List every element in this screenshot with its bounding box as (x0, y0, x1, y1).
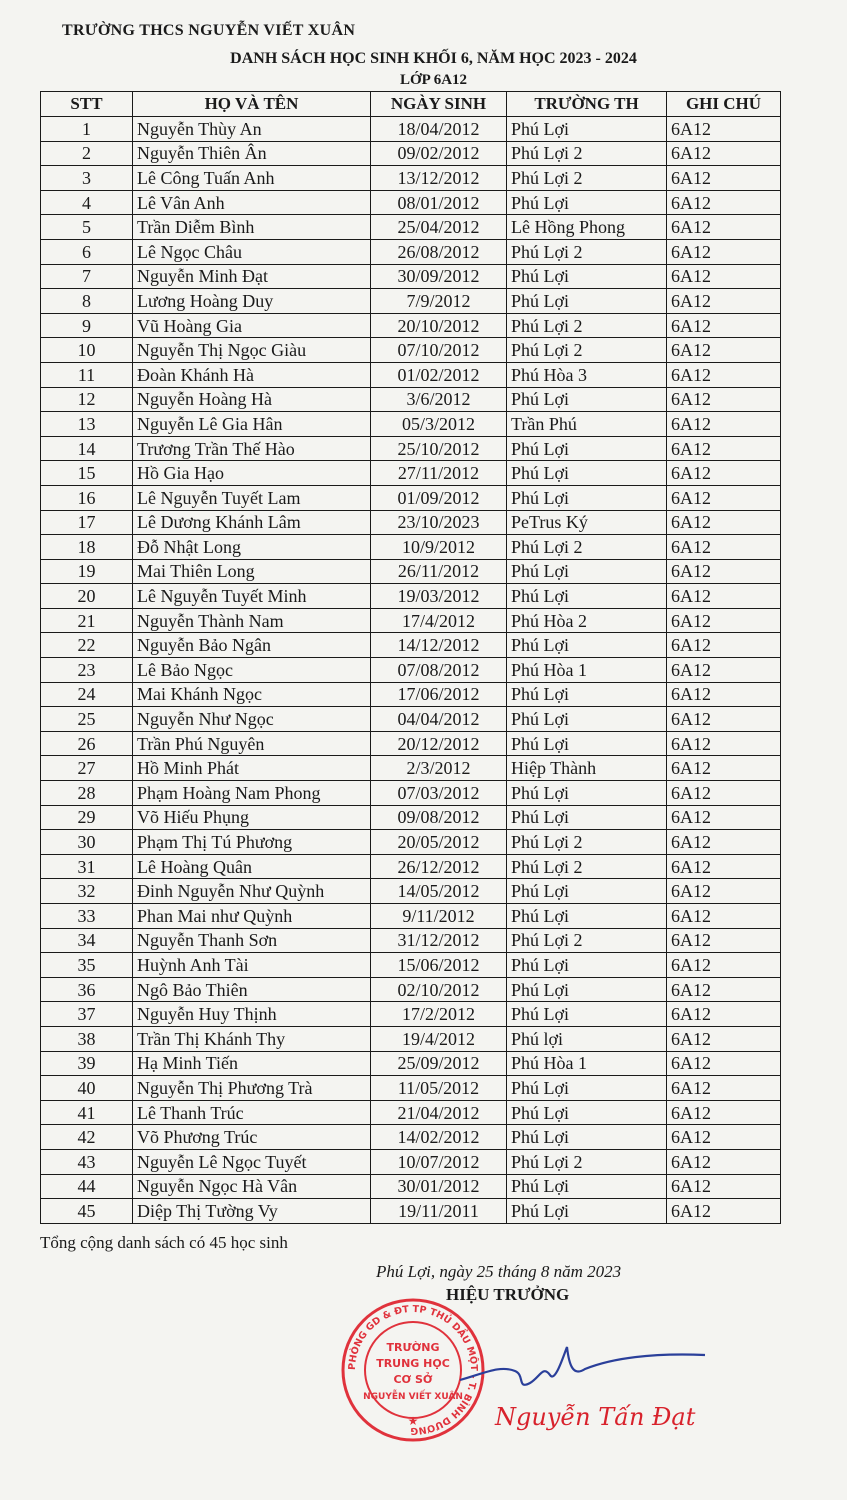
cell-date-of-birth: 10/07/2012 (371, 1149, 507, 1174)
table-row (41, 756, 781, 781)
cell-stt: 43 (41, 1149, 133, 1174)
cell-date-of-birth: 7/9/2012 (371, 289, 507, 314)
cell-date-of-birth: 05/3/2012 (371, 412, 507, 437)
cell-stt: 15 (41, 461, 133, 486)
cell-note: 6A12 (667, 658, 781, 683)
cell-student-name: Võ Hiếu Phụng (133, 805, 371, 830)
cell-note: 6A12 (667, 436, 781, 461)
cell-note: 6A12 (667, 928, 781, 953)
cell-date-of-birth: 01/09/2012 (371, 485, 507, 510)
cell-student-name: Nguyễn Thiên Ân (133, 141, 371, 166)
cell-date-of-birth: 08/01/2012 (371, 190, 507, 215)
cell-note: 6A12 (667, 289, 781, 314)
cell-student-name: Trần Phú Nguyên (133, 731, 371, 756)
table-row (41, 1174, 781, 1199)
cell-primary-school: Phú Lợi (507, 1076, 667, 1101)
table-row (41, 535, 781, 560)
cell-student-name: Lê Vân Anh (133, 190, 371, 215)
cell-date-of-birth: 27/11/2012 (371, 461, 507, 486)
cell-primary-school: Phú Hòa 1 (507, 1051, 667, 1076)
cell-date-of-birth: 25/10/2012 (371, 436, 507, 461)
table-row (41, 239, 781, 264)
cell-stt: 26 (41, 731, 133, 756)
cell-student-name: Lê Nguyễn Tuyết Lam (133, 485, 371, 510)
cell-stt: 14 (41, 436, 133, 461)
table-header-row (41, 92, 781, 117)
school-name: TRƯỜNG THCS NGUYỄN VIẾT XUÂN (62, 22, 356, 39)
total-count: Tổng cộng danh sách có 45 học sinh (40, 1233, 288, 1252)
cell-note: 6A12 (667, 117, 781, 142)
cell-date-of-birth: 07/03/2012 (371, 781, 507, 806)
table-row (41, 510, 781, 535)
cell-primary-school: Phú Lợi (507, 904, 667, 929)
table-row (41, 904, 781, 929)
signer-name: Nguyễn Tấn Đạt (495, 1403, 696, 1431)
cell-note: 6A12 (667, 535, 781, 560)
cell-note: 6A12 (667, 756, 781, 781)
cell-student-name: Đỗ Nhật Long (133, 535, 371, 560)
cell-date-of-birth: 17/06/2012 (371, 682, 507, 707)
cell-date-of-birth: 09/08/2012 (371, 805, 507, 830)
cell-student-name: Lê Nguyễn Tuyết Minh (133, 584, 371, 609)
cell-date-of-birth: 02/10/2012 (371, 977, 507, 1002)
table-row (41, 633, 781, 658)
cell-student-name: Nguyễn Thùy An (133, 117, 371, 142)
cell-stt: 6 (41, 239, 133, 264)
table-row (41, 338, 781, 363)
cell-date-of-birth: 26/12/2012 (371, 854, 507, 879)
cell-date-of-birth: 14/05/2012 (371, 879, 507, 904)
document-title: DANH SÁCH HỌC SINH KHỐI 6, NĂM HỌC 2023 - 2024 (230, 50, 637, 67)
cell-date-of-birth: 14/12/2012 (371, 633, 507, 658)
cell-note: 6A12 (667, 953, 781, 978)
cell-note: 6A12 (667, 584, 781, 609)
cell-stt: 13 (41, 412, 133, 437)
table-row (41, 1125, 781, 1150)
stamp-line-3: CƠ SỞ (393, 1373, 433, 1386)
cell-stt: 18 (41, 535, 133, 560)
cell-primary-school: Phú Lợi (507, 977, 667, 1002)
column-header-stt: STT (41, 92, 133, 117)
cell-student-name: Lương Hoàng Duy (133, 289, 371, 314)
cell-student-name: Huỳnh Anh Tài (133, 953, 371, 978)
cell-note: 6A12 (667, 682, 781, 707)
cell-primary-school: Phú Lợi (507, 387, 667, 412)
cell-stt: 23 (41, 658, 133, 683)
table-row (41, 1026, 781, 1051)
table-row (41, 1199, 781, 1224)
cell-stt: 30 (41, 830, 133, 855)
cell-note: 6A12 (667, 1026, 781, 1051)
signature-stroke (460, 1347, 705, 1385)
table-row (41, 559, 781, 584)
table-row (41, 461, 781, 486)
cell-note: 6A12 (667, 313, 781, 338)
cell-primary-school: Hiệp Thành (507, 756, 667, 781)
table-row (41, 1100, 781, 1125)
cell-student-name: Phan Mai như Quỳnh (133, 904, 371, 929)
cell-note: 6A12 (667, 141, 781, 166)
cell-primary-school: Phú Hòa 3 (507, 362, 667, 387)
cell-student-name: Trần Thị Khánh Thy (133, 1026, 371, 1051)
cell-student-name: Phạm Thị Tú Phương (133, 830, 371, 855)
cell-note: 6A12 (667, 510, 781, 535)
cell-student-name: Đinh Nguyễn Như Quỳnh (133, 879, 371, 904)
cell-primary-school: Phú lợi (507, 1026, 667, 1051)
cell-stt: 7 (41, 264, 133, 289)
cell-note: 6A12 (667, 1149, 781, 1174)
cell-primary-school: Phú Lợi (507, 264, 667, 289)
cell-stt: 3 (41, 166, 133, 191)
cell-student-name: Nguyễn Lê Gia Hân (133, 412, 371, 437)
cell-student-name: Đoàn Khánh Hà (133, 362, 371, 387)
cell-date-of-birth: 10/9/2012 (371, 535, 507, 560)
principal-signature (455, 1335, 715, 1445)
stamp-inner-ring (365, 1322, 461, 1418)
cell-stt: 17 (41, 510, 133, 535)
table-row (41, 190, 781, 215)
stamp-line-2: TRUNG HỌC (376, 1357, 450, 1370)
cell-note: 6A12 (667, 707, 781, 732)
cell-stt: 44 (41, 1174, 133, 1199)
cell-primary-school: Phú Lợi (507, 781, 667, 806)
table-row (41, 658, 781, 683)
cell-stt: 10 (41, 338, 133, 363)
table-row (41, 731, 781, 756)
cell-stt: 20 (41, 584, 133, 609)
cell-note: 6A12 (667, 854, 781, 879)
principal-title: HIỆU TRƯỞNG (446, 1285, 570, 1304)
cell-date-of-birth: 07/08/2012 (371, 658, 507, 683)
cell-note: 6A12 (667, 805, 781, 830)
cell-note: 6A12 (667, 1002, 781, 1027)
cell-note: 6A12 (667, 608, 781, 633)
stamp-star-icon: ★ (407, 1414, 419, 1428)
cell-primary-school: Phú Lợi (507, 731, 667, 756)
cell-primary-school: Phú Lợi (507, 953, 667, 978)
cell-primary-school: Phú Lợi (507, 461, 667, 486)
cell-stt: 33 (41, 904, 133, 929)
cell-student-name: Trương Trần Thế Hào (133, 436, 371, 461)
table-row (41, 1149, 781, 1174)
table-row (41, 682, 781, 707)
cell-date-of-birth: 19/4/2012 (371, 1026, 507, 1051)
cell-note: 6A12 (667, 830, 781, 855)
cell-note: 6A12 (667, 1199, 781, 1224)
cell-student-name: Võ Phương Trúc (133, 1125, 371, 1150)
cell-stt: 34 (41, 928, 133, 953)
table-row (41, 1076, 781, 1101)
cell-stt: 22 (41, 633, 133, 658)
cell-student-name: Lê Công Tuấn Anh (133, 166, 371, 191)
cell-note: 6A12 (667, 731, 781, 756)
cell-date-of-birth: 14/02/2012 (371, 1125, 507, 1150)
cell-primary-school: Phú Lợi (507, 190, 667, 215)
cell-note: 6A12 (667, 879, 781, 904)
cell-note: 6A12 (667, 1051, 781, 1076)
cell-note: 6A12 (667, 977, 781, 1002)
cell-stt: 12 (41, 387, 133, 412)
table-row (41, 584, 781, 609)
table-body (41, 117, 781, 1224)
cell-student-name: Hồ Gia Hạo (133, 461, 371, 486)
cell-note: 6A12 (667, 781, 781, 806)
cell-primary-school: Phú Lợi (507, 1100, 667, 1125)
table-row (41, 854, 781, 879)
cell-stt: 2 (41, 141, 133, 166)
cell-stt: 35 (41, 953, 133, 978)
cell-stt: 19 (41, 559, 133, 584)
cell-primary-school: Phú Lợi (507, 289, 667, 314)
cell-stt: 38 (41, 1026, 133, 1051)
cell-student-name: Lê Ngọc Châu (133, 239, 371, 264)
cell-date-of-birth: 07/10/2012 (371, 338, 507, 363)
cell-date-of-birth: 19/11/2011 (371, 1199, 507, 1224)
cell-primary-school: Phú Lợi (507, 805, 667, 830)
table-row (41, 436, 781, 461)
cell-date-of-birth: 26/11/2012 (371, 559, 507, 584)
table-row (41, 117, 781, 142)
cell-primary-school: Phú Lợi 2 (507, 166, 667, 191)
cell-stt: 42 (41, 1125, 133, 1150)
cell-student-name: Nguyễn Thị Ngọc Giàu (133, 338, 371, 363)
table-row (41, 879, 781, 904)
stamp-line-4: NGUYỄN VIẾT XUÂN (363, 1392, 463, 1402)
cell-stt: 11 (41, 362, 133, 387)
table-row (41, 953, 781, 978)
cell-note: 6A12 (667, 264, 781, 289)
cell-stt: 37 (41, 1002, 133, 1027)
cell-date-of-birth: 09/02/2012 (371, 141, 507, 166)
cell-primary-school: Lê Hồng Phong (507, 215, 667, 240)
cell-date-of-birth: 25/04/2012 (371, 215, 507, 240)
column-header-note: GHI CHÚ (667, 92, 781, 117)
column-header-name: HỌ VÀ TÊN (133, 92, 371, 117)
cell-student-name: Lê Hoàng Quân (133, 854, 371, 879)
cell-stt: 40 (41, 1076, 133, 1101)
cell-student-name: Mai Khánh Ngọc (133, 682, 371, 707)
cell-student-name: Nguyễn Minh Đạt (133, 264, 371, 289)
table-row (41, 608, 781, 633)
class-label: LỚP 6A12 (399, 72, 468, 88)
cell-student-name: Nguyễn Bảo Ngân (133, 633, 371, 658)
table-row (41, 313, 781, 338)
cell-date-of-birth: 30/01/2012 (371, 1174, 507, 1199)
cell-stt: 32 (41, 879, 133, 904)
student-table (40, 91, 781, 1224)
cell-student-name: Nguyễn Thị Phương Trà (133, 1076, 371, 1101)
cell-primary-school: Phú Lợi (507, 117, 667, 142)
cell-primary-school: Phú Lợi (507, 584, 667, 609)
cell-note: 6A12 (667, 1125, 781, 1150)
cell-primary-school: Phú Lợi (507, 1125, 667, 1150)
table-row (41, 289, 781, 314)
cell-stt: 16 (41, 485, 133, 510)
cell-date-of-birth: 25/09/2012 (371, 1051, 507, 1076)
table-row (41, 1002, 781, 1027)
cell-primary-school: Phú Lợi (507, 879, 667, 904)
table-row (41, 830, 781, 855)
cell-date-of-birth: 20/12/2012 (371, 731, 507, 756)
cell-date-of-birth: 17/2/2012 (371, 1002, 507, 1027)
cell-primary-school: Phú Lợi 2 (507, 854, 667, 879)
cell-stt: 24 (41, 682, 133, 707)
cell-stt: 27 (41, 756, 133, 781)
cell-primary-school: PeTrus Ký (507, 510, 667, 535)
cell-note: 6A12 (667, 338, 781, 363)
cell-student-name: Mai Thiên Long (133, 559, 371, 584)
cell-note: 6A12 (667, 215, 781, 240)
cell-date-of-birth: 11/05/2012 (371, 1076, 507, 1101)
cell-date-of-birth: 31/12/2012 (371, 928, 507, 953)
cell-primary-school: Phú Lợi 2 (507, 239, 667, 264)
cell-primary-school: Phú Lợi 2 (507, 313, 667, 338)
cell-student-name: Ngô Bảo Thiên (133, 977, 371, 1002)
cell-note: 6A12 (667, 166, 781, 191)
cell-primary-school: Phú Lợi (507, 1199, 667, 1224)
cell-stt: 31 (41, 854, 133, 879)
cell-student-name: Nguyễn Thành Nam (133, 608, 371, 633)
cell-student-name: Nguyễn Huy Thịnh (133, 1002, 371, 1027)
table-row (41, 166, 781, 191)
cell-stt: 29 (41, 805, 133, 830)
cell-primary-school: Phú Hòa 1 (507, 658, 667, 683)
cell-date-of-birth: 3/6/2012 (371, 387, 507, 412)
cell-date-of-birth: 2/3/2012 (371, 756, 507, 781)
cell-primary-school: Phú Lợi 2 (507, 830, 667, 855)
cell-primary-school: Phú Lợi (507, 1002, 667, 1027)
cell-primary-school: Phú Lợi (507, 633, 667, 658)
cell-date-of-birth: 26/08/2012 (371, 239, 507, 264)
cell-stt: 36 (41, 977, 133, 1002)
cell-note: 6A12 (667, 239, 781, 264)
cell-date-of-birth: 17/4/2012 (371, 608, 507, 633)
cell-date-of-birth: 20/10/2012 (371, 313, 507, 338)
cell-student-name: Hạ Minh Tiến (133, 1051, 371, 1076)
table-row (41, 1051, 781, 1076)
cell-student-name: Diệp Thị Tường Vy (133, 1199, 371, 1224)
cell-note: 6A12 (667, 461, 781, 486)
cell-student-name: Nguyễn Như Ngọc (133, 707, 371, 732)
cell-student-name: Nguyễn Ngọc Hà Vân (133, 1174, 371, 1199)
cell-primary-school: Phú Lợi 2 (507, 141, 667, 166)
cell-stt: 4 (41, 190, 133, 215)
cell-note: 6A12 (667, 904, 781, 929)
cell-date-of-birth: 15/06/2012 (371, 953, 507, 978)
cell-primary-school: Phú Lợi 2 (507, 928, 667, 953)
cell-primary-school: Phú Lợi 2 (507, 338, 667, 363)
cell-primary-school: Phú Hòa 2 (507, 608, 667, 633)
cell-stt: 8 (41, 289, 133, 314)
cell-student-name: Vũ Hoàng Gia (133, 313, 371, 338)
cell-student-name: Hồ Minh Phát (133, 756, 371, 781)
cell-student-name: Phạm Hoàng Nam Phong (133, 781, 371, 806)
stamp-outer-text: PHÒNG GD & ĐT TP THỦ DẦU MỘT - T. BÌNH DƯƠNG (346, 1303, 480, 1437)
cell-stt: 39 (41, 1051, 133, 1076)
cell-note: 6A12 (667, 412, 781, 437)
place-date: Phú Lợi, ngày 25 tháng 8 năm 2023 (376, 1262, 622, 1281)
cell-date-of-birth: 18/04/2012 (371, 117, 507, 142)
cell-primary-school: Phú Lợi (507, 436, 667, 461)
cell-stt: 41 (41, 1100, 133, 1125)
table-row (41, 264, 781, 289)
cell-primary-school: Phú Lợi 2 (507, 1149, 667, 1174)
cell-primary-school: Trần Phú (507, 412, 667, 437)
table-row (41, 362, 781, 387)
cell-note: 6A12 (667, 633, 781, 658)
cell-primary-school: Phú Lợi (507, 485, 667, 510)
column-header-primary-school: TRƯỜNG TH (507, 92, 667, 117)
cell-student-name: Trần Diễm Bình (133, 215, 371, 240)
cell-date-of-birth: 19/03/2012 (371, 584, 507, 609)
table-row (41, 781, 781, 806)
stamp-line-1: TRƯỜNG (386, 1341, 440, 1354)
cell-stt: 25 (41, 707, 133, 732)
cell-note: 6A12 (667, 387, 781, 412)
cell-primary-school: Phú Lợi (507, 559, 667, 584)
cell-note: 6A12 (667, 559, 781, 584)
table-row (41, 928, 781, 953)
cell-note: 6A12 (667, 1174, 781, 1199)
cell-student-name: Nguyễn Lê Ngọc Tuyết (133, 1149, 371, 1174)
table-row (41, 485, 781, 510)
table-row (41, 412, 781, 437)
cell-date-of-birth: 04/04/2012 (371, 707, 507, 732)
table-row (41, 387, 781, 412)
cell-stt: 5 (41, 215, 133, 240)
cell-student-name: Lê Dương Khánh Lâm (133, 510, 371, 535)
cell-note: 6A12 (667, 190, 781, 215)
cell-note: 6A12 (667, 362, 781, 387)
cell-date-of-birth: 01/02/2012 (371, 362, 507, 387)
cell-primary-school: Phú Lợi (507, 682, 667, 707)
cell-primary-school: Phú Lợi 2 (507, 535, 667, 560)
table-row (41, 141, 781, 166)
cell-primary-school: Phú Lợi (507, 1174, 667, 1199)
table-row (41, 805, 781, 830)
cell-student-name: Lê Thanh Trúc (133, 1100, 371, 1125)
column-header-dob: NGÀY SINH (371, 92, 507, 117)
cell-date-of-birth: 20/05/2012 (371, 830, 507, 855)
cell-stt: 28 (41, 781, 133, 806)
cell-note: 6A12 (667, 485, 781, 510)
cell-stt: 1 (41, 117, 133, 142)
cell-primary-school: Phú Lợi (507, 707, 667, 732)
cell-date-of-birth: 21/04/2012 (371, 1100, 507, 1125)
cell-note: 6A12 (667, 1076, 781, 1101)
cell-date-of-birth: 23/10/2023 (371, 510, 507, 535)
cell-date-of-birth: 30/09/2012 (371, 264, 507, 289)
cell-date-of-birth: 13/12/2012 (371, 166, 507, 191)
table-row (41, 707, 781, 732)
cell-student-name: Nguyễn Thanh Sơn (133, 928, 371, 953)
cell-student-name: Lê Bảo Ngọc (133, 658, 371, 683)
table-row (41, 977, 781, 1002)
cell-stt: 9 (41, 313, 133, 338)
cell-stt: 45 (41, 1199, 133, 1224)
cell-stt: 21 (41, 608, 133, 633)
table-row (41, 215, 781, 240)
cell-note: 6A12 (667, 1100, 781, 1125)
cell-date-of-birth: 9/11/2012 (371, 904, 507, 929)
cell-student-name: Nguyễn Hoàng Hà (133, 387, 371, 412)
